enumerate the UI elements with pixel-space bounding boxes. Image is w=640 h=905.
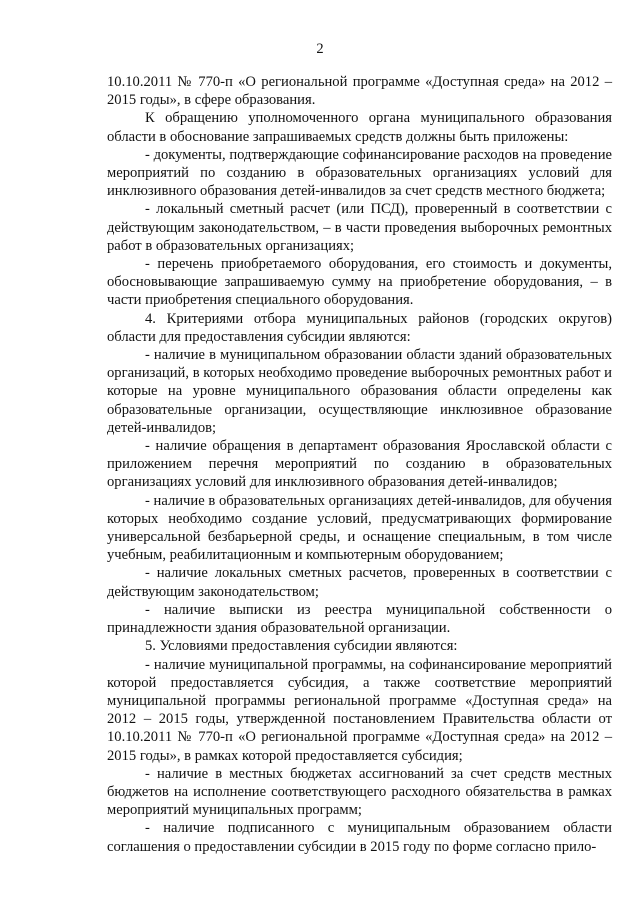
paragraph: - перечень приобретаемого оборудования, его стоимость и документы, обосновывающие запрашиваемую сумму на приобретение оборудования, – в части приобретения специального оборудования. <box>107 256 612 309</box>
paragraph: - локальный сметный расчет (или ПСД), проверенный в соответствии с действующим законодательством, – в части проведения выборочных ремонтных работ в образовательных организациях; <box>107 201 612 254</box>
document-body <box>107 73 612 856</box>
paragraph: 10.10.2011 № 770-п «О региональной программе «Доступная среда» на 2012 – 2015 годы», в сфере образования. <box>107 74 612 109</box>
paragraph: - наличие в местных бюджетах ассигнований за счет средств местных бюджетов на исполнение соответствующего расходного обязательства в рамках мероприятий муниципальных программ; <box>107 765 612 819</box>
paragraph: 5. Условиями предоставления субсидии являются: <box>145 638 458 655</box>
paragraph: - наличие в образовательных организациях детей-инвалидов, для обучения которых необходимо создание условий, предусматривающих формирование универсальной безбарьерной среды, и оснащение специальным, в том числе учебным, реабилитационным и компьютерным оборудованием; <box>107 492 612 564</box>
paragraph: - наличие обращения в департамент образования Ярославской области с приложением перечня мероприятий по созданию в образовательных организациях условий для инклюзивного образования детей-инвалидов; <box>107 438 612 491</box>
paragraph: - документы, подтверждающие софинансирование расходов на проведение мероприятий по созданию в образовательных организациях условий для инклюзивного образования детей-инвалидов за счет средств местного бюджета; <box>107 146 612 200</box>
paragraph: - наличие выписки из реестра муниципальной собственности о принадлежности здания образовательной организации. <box>107 601 612 637</box>
paragraph: 4. Критериями отбора муниципальных районов (городских округов) области для предоставления субсидии являются: <box>107 310 612 345</box>
page-number: 2 <box>316 41 324 57</box>
paragraph: К обращению уполномоченного органа муниципального образования области в обоснование запрашиваемых средств должны быть приложены: <box>107 110 612 145</box>
paragraph: - наличие в муниципальном образовании области зданий образовательных организаций, в которых необходимо проведение выборочных ремонтных работ и которые на уровне муниципального образования области определены как образовательные организации, осуществляющие инклюзивное образование детей-инвалидов; <box>107 347 612 436</box>
paragraph: - наличие муниципальной программы, на софинансирование мероприятий которой предоставляется субсидия, а также соответствие мероприятий муниципальной программы региональной программе «Доступная среда» на 2012 – 2015 годы, утвержденной постановлением Правительства области от 10.10.2011 № 770-п «О региональной программе «Доступная среда» на 2012 – 2015 годы», в рамках которой предоставляется субсидия; <box>107 656 612 764</box>
paragraph: - наличие подписанного с муниципальным образованием области соглашения о предоставлении субсидии в 2015 году по форме согласно прило- <box>107 820 612 855</box>
paragraph: - наличие локальных сметных расчетов, проверенных в соответствии с действующим законодательством; <box>107 565 612 600</box>
